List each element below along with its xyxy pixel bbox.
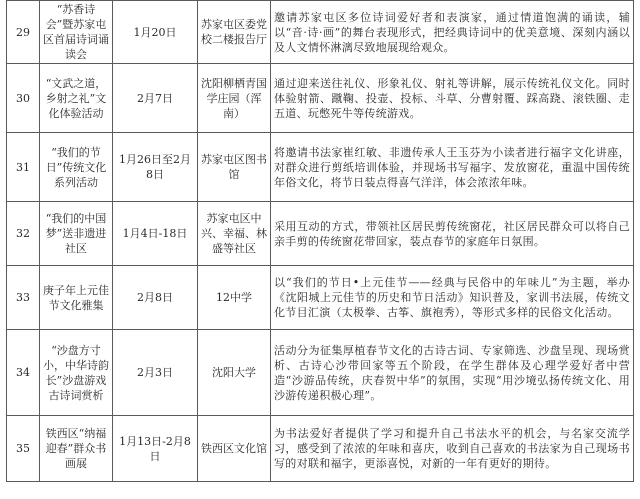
activity-name: 铁西区“纳福迎春”群众书画展 <box>40 416 113 482</box>
activity-name: 庚子年上元佳节文化雅集 <box>40 266 113 330</box>
row-number: 33 <box>7 266 40 330</box>
activity-venue: 铁西区文化馆 <box>198 416 271 482</box>
activity-name: “我们的中国梦”送非遗进社区 <box>40 202 113 266</box>
row-number: 30 <box>7 64 40 133</box>
row-number: 34 <box>7 330 40 416</box>
activity-description: 邀请苏家屯区多位诗词爱好者和表演家，通过情道饱满的诵读，辅以“音·诗·画”的舞台表现形式，把经典诗词中的优美意境、深刻内涵以及人文情怀淋漓尽致地展现给观众。 <box>271 1 634 64</box>
activity-date: 2月7日 <box>113 64 198 133</box>
table-row <box>7 266 634 330</box>
activity-date: 1月13日-2月8日 <box>113 416 198 482</box>
table-row <box>7 133 634 202</box>
activity-venue: 12中学 <box>198 266 271 330</box>
activity-description: 为书法爱好者提供了学习和提升自己书法水平的机会，与名家交流学习，感受到了浓浓的年味和喜庆，收到自己喜欢的书法家为自己现场书写的对联和福字，更添喜悦，对新的一年有更好的期待。 <box>271 416 634 482</box>
activity-date: 2月8日 <box>113 266 198 330</box>
row-number: 31 <box>7 133 40 202</box>
activity-venue: 苏家屯区中兴、幸福、林盛等社区 <box>198 202 271 266</box>
activity-venue: 苏家屯区图书馆 <box>198 133 271 202</box>
table-row <box>7 202 634 266</box>
table-row <box>7 330 634 416</box>
activity-name: “苏香诗会”暨苏家屯区首届诗词诵读会 <box>40 1 113 64</box>
activity-description: 采用互动的方式，带领社区居民剪传统窗花，社区居民群众可以将自己亲手剪的传统窗花带回家，装点春节的家庭年日氛围。 <box>271 202 634 266</box>
activity-date: 1月4日-18日 <box>113 202 198 266</box>
activity-schedule-table <box>6 0 634 482</box>
table-row <box>7 1 634 64</box>
activity-name: “文武之道，乡射之礼”文化体验活动 <box>40 64 113 133</box>
row-number: 35 <box>7 416 40 482</box>
activity-date: 1月20日 <box>113 1 198 64</box>
activity-description: 以“我们的节日•上元佳节——经典与民俗中的年味儿”为主题，举办《沈阳城上元佳节的历史和节日活动》知识普及，家训书法展，传统文化节目汇演（太极拳、古筝、旗袍秀），等形式多样的民俗文化活动。 <box>271 266 634 330</box>
activity-description: 将邀请书法家崔红敏、非遗传承人王玉芬为小读者进行福字文化讲座，对群众进行剪纸培训体验，并现场书写福字、发放窗花，重温中国传统年俗文化，将节日装点得喜气洋洋，体会浓浓年味。 <box>271 133 634 202</box>
activity-description: 活动分为征集厚植春节文化的古诗古词、专家筛选、沙盘呈现、现场赏析、古诗心沙带回家等五个阶段，在学生群体及心理学爱好者中营造“沙游品传统，庆春贺中华”的氛围，实现“用沙境弘扬传统文化、用沙游传递积极心理”。 <box>271 330 634 416</box>
activity-description: 通过迎来送往礼仪、形象礼仪、射礼等讲解，展示传统礼仪文化。同时体验射箭、蹴鞠、投壶、投标、斗草、分曹射覆、踩高跷、滚铁圈、走五道、玩憋死牛等传统游戏。 <box>271 64 634 133</box>
activity-name: “沙盘方寸小，中华诗韵长”沙盘游戏古诗词赏析 <box>40 330 113 416</box>
table-row <box>7 64 634 133</box>
activity-venue: 沈阳大学 <box>198 330 271 416</box>
activity-venue: 苏家屯区委党校二楼报告厅 <box>198 1 271 64</box>
activity-name: “我们的节日”传统文化系列活动 <box>40 133 113 202</box>
activity-venue: 沈阳柳栖青国学庄园（浑南） <box>198 64 271 133</box>
row-number: 32 <box>7 202 40 266</box>
activity-date: 2月3日 <box>113 330 198 416</box>
table-row <box>7 416 634 482</box>
activity-date: 1月26日至2月8日 <box>113 133 198 202</box>
row-number: 29 <box>7 1 40 64</box>
